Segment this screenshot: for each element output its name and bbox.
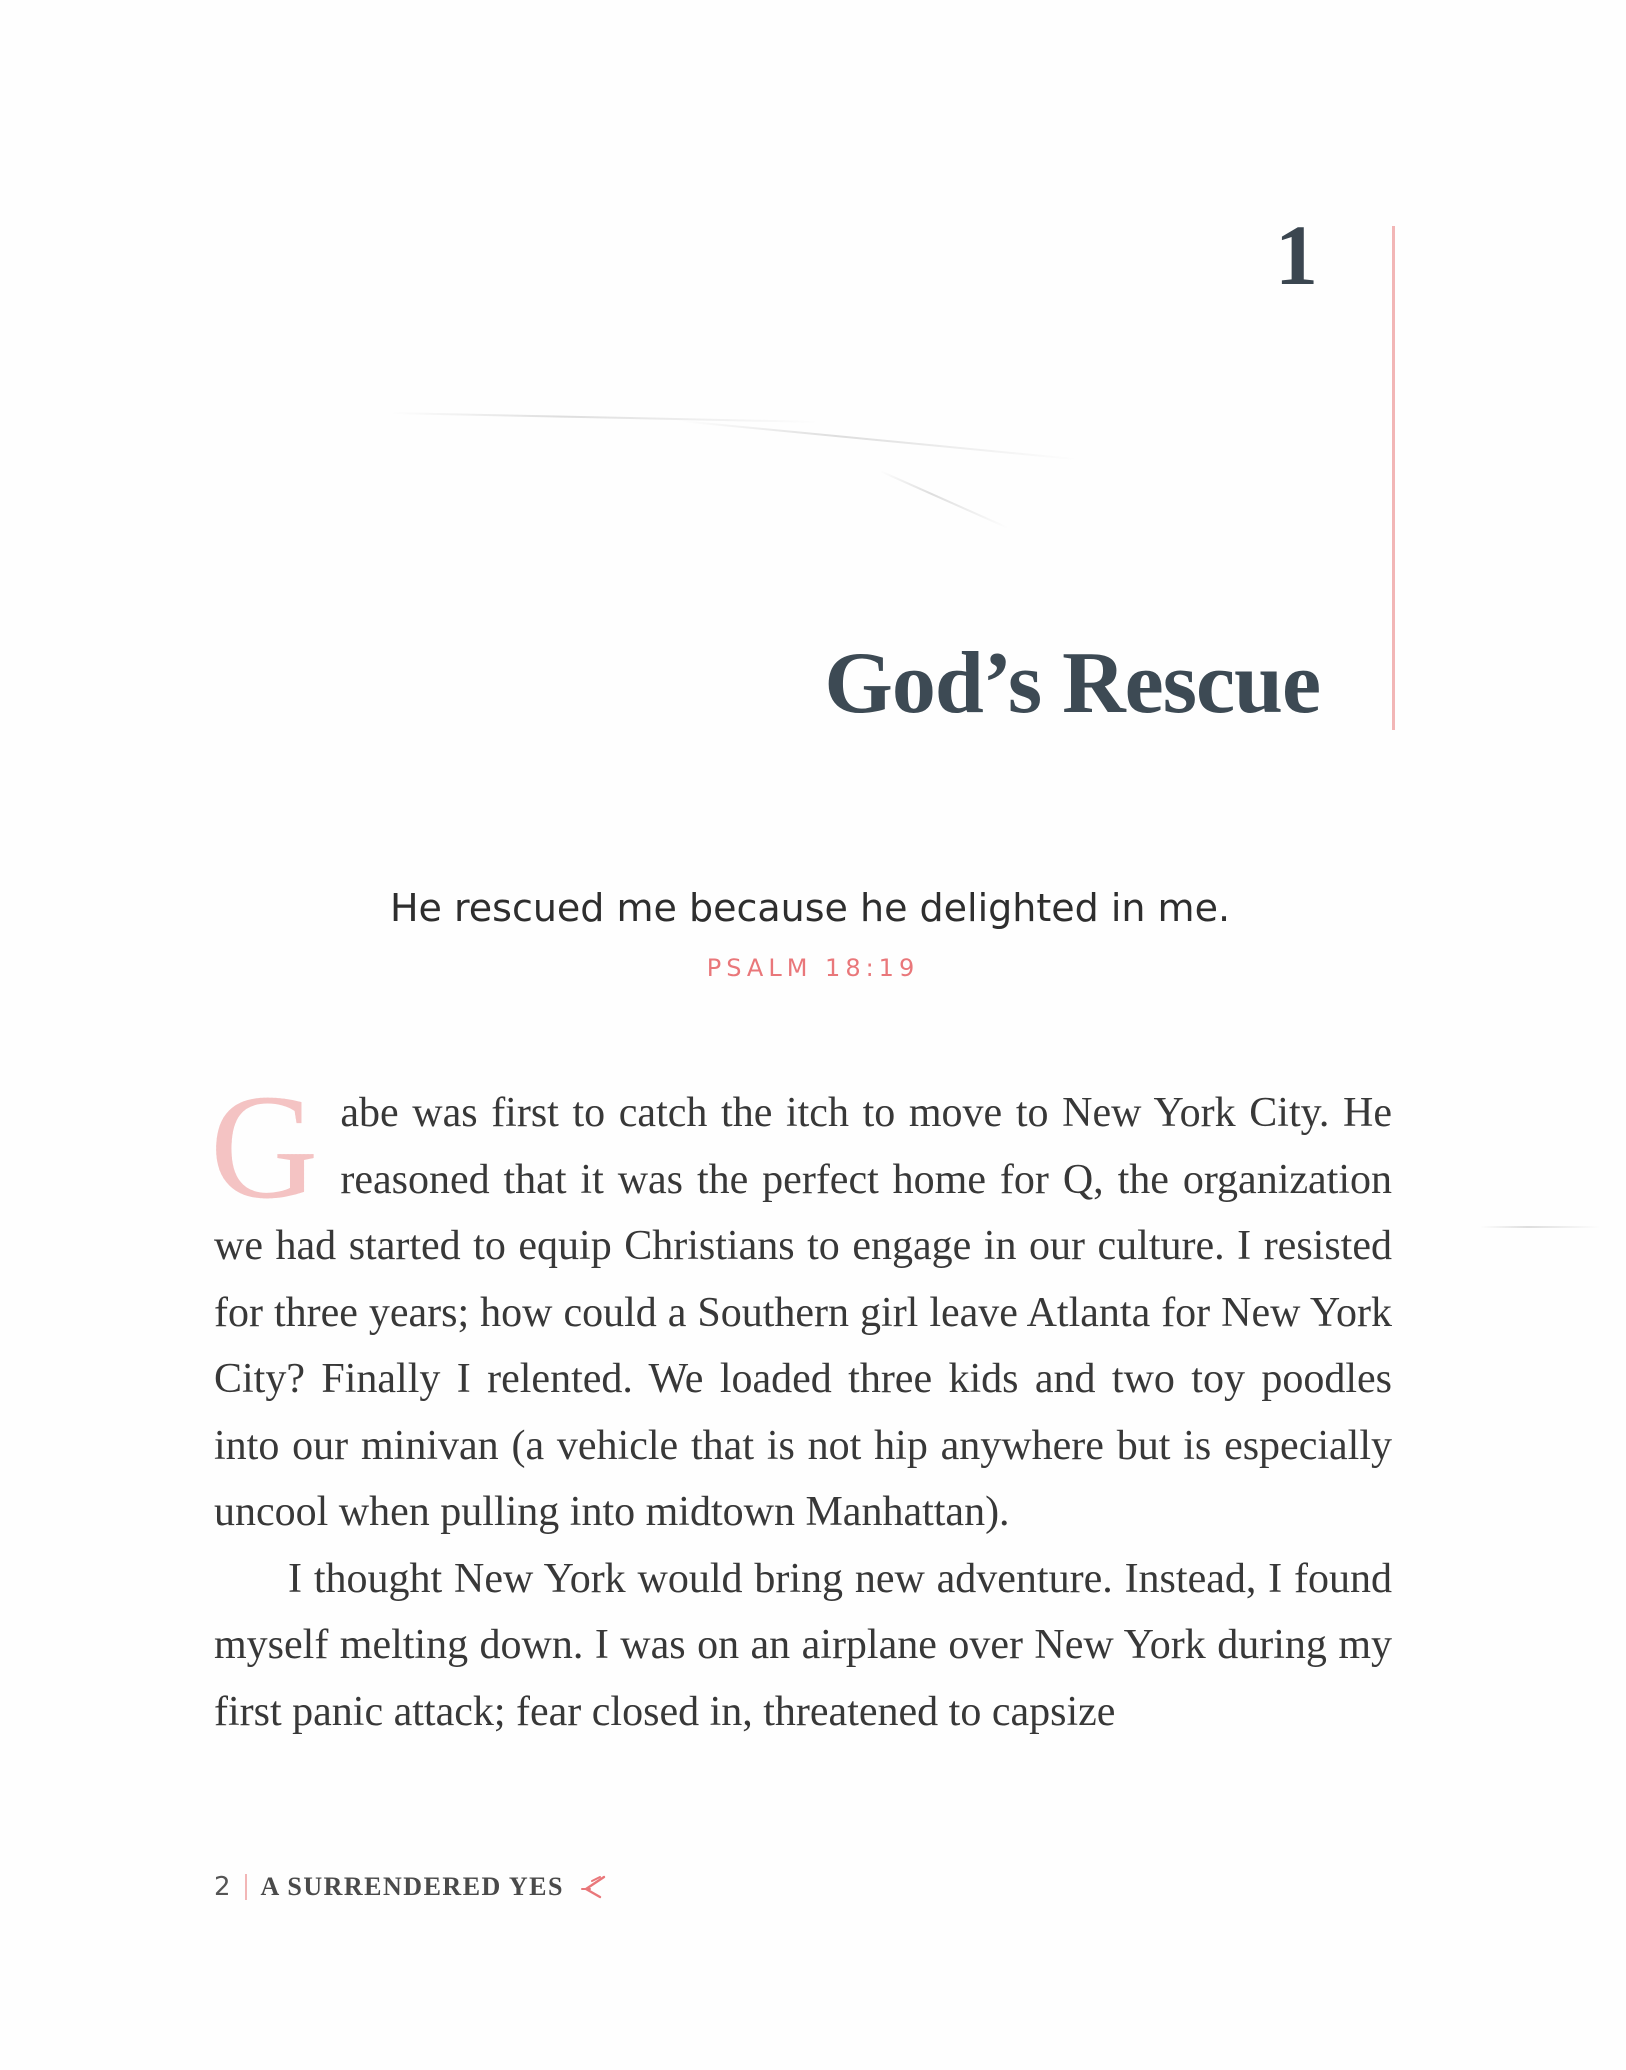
scan-artifact — [680, 420, 1078, 460]
paragraph — [210, 1064, 1392, 1546]
epigraph-quote: He rescued me because he delighted in me. — [389, 886, 1231, 930]
page-number: 2 — [214, 1872, 231, 1902]
epigraph — [0, 886, 1626, 982]
page-footer — [214, 1872, 606, 1902]
paragraph: I thought New York would bring new adventure. Instead, I found myself melting down. I was on an airplane over New York during my first panic attack; fear closed in, threatened to capsize — [214, 1555, 1392, 1735]
scan-artifact — [390, 412, 820, 423]
chapter-rule — [1392, 226, 1395, 730]
scan-artifact — [880, 470, 1009, 529]
paragraph-text: abe was first to catch the itch to move to New York City. He reasoned that it was the perfect home for Q, the organization we had started to equip Christians to engage in our culture. I resisted for three years; how could a Southern girl leave Atlanta for New York City? Finally I relented. We loaded three kids and two toy poodles into our minivan (a vehicle that is not hip anywhere but is especially uncool when pulling into midtown Manhattan). — [214, 1090, 1392, 1535]
arrow-mark-icon — [578, 1873, 606, 1901]
running-title: A SURRENDERED YES — [260, 1872, 564, 1901]
drop-cap: G — [210, 1064, 319, 1230]
epigraph-reference: PSALM 18:19 — [706, 953, 920, 982]
chapter-number: 1 — [1275, 207, 1318, 303]
scan-artifact — [1480, 1226, 1600, 1228]
chapter-title: God’s Rescue — [824, 635, 1320, 732]
footer-divider — [245, 1874, 247, 1900]
body-text — [210, 1064, 1392, 1745]
